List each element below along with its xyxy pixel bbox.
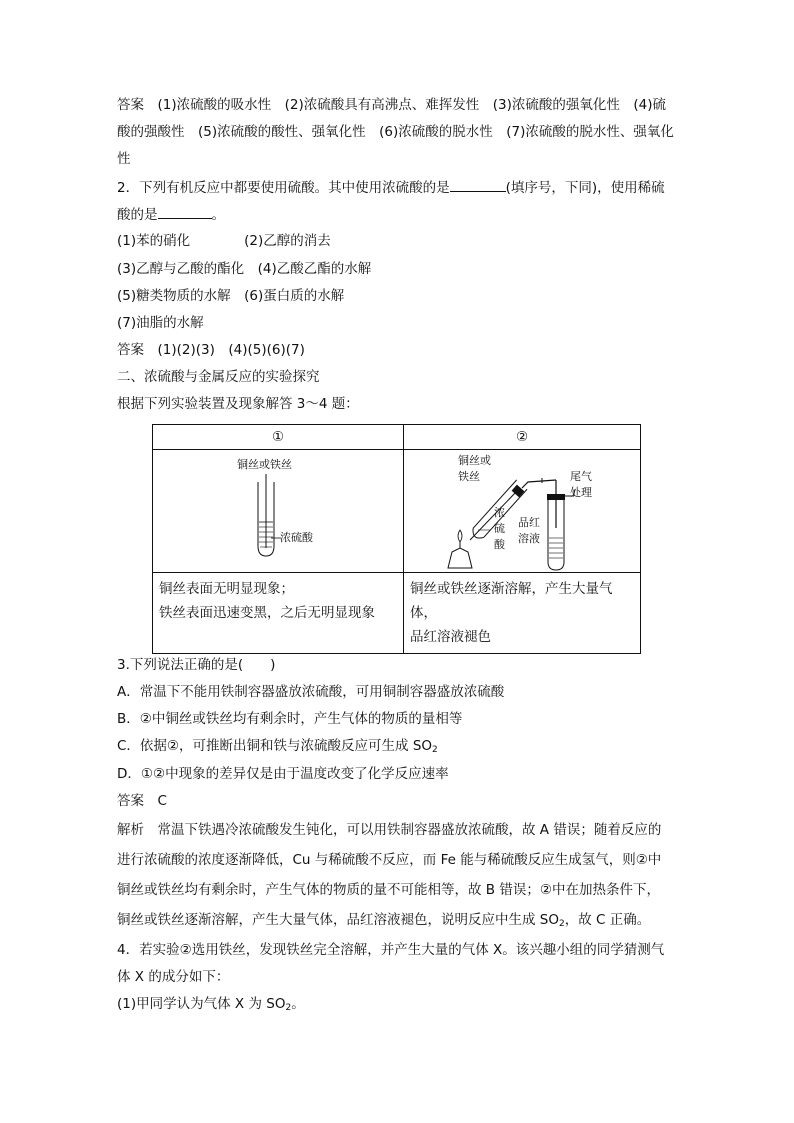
answer-blank-1 [450, 177, 506, 192]
label-dye-a: 品红 [518, 516, 540, 529]
q3-answer: 答案 C [117, 793, 167, 809]
question-4-line-2: 体 X 的成分如下： [117, 969, 230, 985]
q3-exp4-text-b: ，故 C 正确。 [564, 912, 651, 928]
q3-exp4-sub: 2 [559, 919, 565, 929]
question-4-line-1: 4．若实验②选用铁丝，发现铁丝完全溶解，并产生大量的气体 X。该兴趣小组的同学猜测气 [117, 942, 665, 958]
label-acid-a: 浓 [494, 506, 505, 519]
section-2-intro: 根据下列实验装置及现象解答 3～4 题： [117, 396, 359, 412]
label-acid-b: 硫 [494, 522, 505, 535]
apparatus-1-cell [153, 450, 404, 573]
label-conc-acid: 浓硫酸 [280, 531, 313, 544]
table-header-2: ② [404, 425, 641, 450]
q2-option-line: (5)糖类物质的水解 (6)蛋白质的水解 [117, 288, 345, 304]
q3-option-c-text: C．依据②，可推断出铜和铁与浓硫酸反应可生成 SO [117, 738, 433, 754]
apparatus-2-cell [404, 450, 641, 573]
q3-option-a: A．常温下不能用铁制容器盛放浓硫酸，可用铜制容器盛放浓硫酸 [117, 684, 505, 700]
q2-answer: 答案 (1)(2)(3) (4)(5)(6)(7) [117, 342, 305, 358]
experiment-table [152, 424, 641, 654]
q2-option-line: (3)乙醇与乙酸的酯化 (4)乙酸乙酯的水解 [117, 261, 372, 277]
label-acid-c: 酸 [494, 538, 505, 551]
q3-explanation-3: 铜丝或铁丝均有剩余时，产生气体的物质的量不可能相等，故 B 错误；②中在加热条件下， [117, 882, 660, 898]
q2-stem-part-c: 酸的是 [117, 207, 158, 223]
apparatus-2-diagram [404, 450, 643, 572]
label-tail-a: 尾气 [570, 470, 592, 483]
label-wire-a: 铜丝或 [458, 454, 491, 467]
q4-line3-text-a: (1)甲同学认为气体 X 为 SO [117, 996, 286, 1012]
section-2-title: 二、浓硫酸与金属反应的实验探究 [117, 369, 320, 385]
q2-option-line: (1)苯的硝化 (2)乙醇的消去 [117, 233, 331, 249]
question-2-stem [117, 177, 665, 198]
observation-2 [404, 573, 641, 654]
question-2-stem-cont [117, 204, 225, 225]
q3-explanation-1: 解析 常温下铁遇冷浓硫酸发生钝化，可以用铁制容器盛放浓硫酸，故 A 错误；随着反应的 [117, 822, 662, 838]
q2-option-line: (7)油脂的水解 [117, 315, 204, 331]
q2-stem-part-a: 2．下列有机反应中都要使用硫酸。其中使用浓硫酸的是 [117, 180, 450, 196]
observation-1 [153, 573, 404, 654]
q4-line3-text-b: 。 [291, 996, 305, 1012]
question-3-stem: 3.下列说法正确的是( ) [117, 657, 276, 673]
label-wire: 铜丝或铁丝 [237, 458, 292, 471]
label-dye-b: 溶液 [518, 532, 540, 545]
question-4-line-3 [117, 994, 305, 1018]
label-tail-b: 处理 [570, 486, 592, 499]
answer-1-line-2: 酸的强酸性 (5)浓硫酸的酸性、强氧化性 (6)浓硫酸的脱水性 (7)浓硫酸的脱水性、强氧化 [117, 124, 674, 140]
q3-option-c [117, 736, 438, 760]
q3-option-b: B．②中铜丝或铁丝均有剩余时，产生气体的物质的量相等 [117, 711, 463, 727]
table-header-1: ① [153, 425, 404, 450]
q2-stem-part-b: (填序号，下同)，使用稀硫 [505, 180, 665, 196]
answer-1-line-1: 答案 (1)浓硫酸的吸水性 (2)浓硫酸具有高沸点、难挥发性 (3)浓硫酸的强氧化性 (4)硫 [117, 97, 666, 113]
answer-blank-2 [158, 204, 212, 219]
label-wire-b: 铁丝 [458, 470, 480, 483]
obs-2-line-b: 品红溶液褪色 [410, 629, 491, 645]
obs-2-line-a: 铜丝或铁丝逐渐溶解，产生大量气体， [410, 581, 613, 621]
answer-1-line-3: 性 [117, 151, 131, 167]
q3-explanation-4 [117, 910, 650, 934]
q3-option-d: D．①②中现象的差异仅是由于温度改变了化学反应速率 [117, 766, 449, 782]
q3-option-c-sub: 2 [432, 745, 438, 755]
q3-exp4-text-a: 铜丝或铁丝逐渐溶解，产生大量气体，品红溶液褪色，说明反应中生成 SO [117, 912, 559, 928]
obs-1-line-a: 铜丝表面无明显现象； [159, 581, 294, 597]
q2-stem-part-d: 。 [211, 207, 225, 223]
q3-explanation-2: 进行浓硫酸的浓度逐渐降低，Cu 与稀硫酸不反应，而 Fe 能与稀硫酸反应生成氢气，则②中 [117, 852, 662, 868]
q4-line3-sub: 2 [285, 1003, 292, 1013]
obs-1-line-b: 铁丝表面迅速变黑，之后无明显现象 [159, 605, 375, 621]
